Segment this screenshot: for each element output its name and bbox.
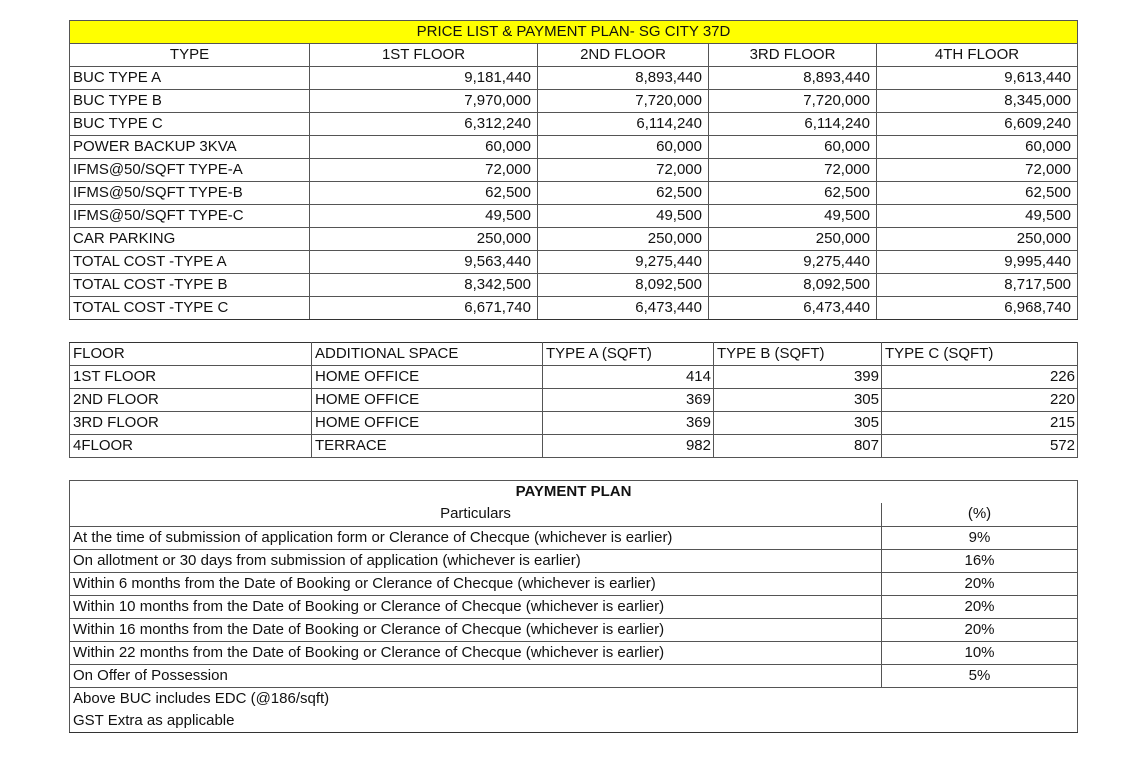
space-cell: 807 <box>714 435 882 458</box>
price-cell: 60,000 <box>310 136 538 159</box>
price-cell: 60,000 <box>877 136 1078 159</box>
price-cell: 8,893,440 <box>709 67 877 90</box>
price-cell: 72,000 <box>877 159 1078 182</box>
price-table-body <box>70 21 1078 320</box>
price-cell: 62,500 <box>709 182 877 205</box>
price-cell: 9,613,440 <box>877 67 1078 90</box>
price-cell: 250,000 <box>538 228 709 251</box>
payment-percent: 20% <box>882 618 1078 641</box>
payment-note: GST Extra as applicable <box>70 710 1078 733</box>
price-row <box>70 205 1078 228</box>
payment-plan-body <box>70 481 1078 733</box>
space-kind: TERRACE <box>312 435 543 458</box>
price-row <box>70 159 1078 182</box>
header-floor: FLOOR <box>70 343 312 366</box>
payment-particular: Within 22 months from the Date of Booking or Clerance of Checque (whichever is earlier) <box>70 641 882 664</box>
space-cell: 399 <box>714 366 882 389</box>
payment-particular: Within 16 months from the Date of Booking or Clerance of Checque (whichever is earlier) <box>70 618 882 641</box>
payment-percent: 10% <box>882 641 1078 664</box>
space-cell: 305 <box>714 412 882 435</box>
price-row-label: IFMS@50/SQFT TYPE-B <box>70 182 310 205</box>
price-cell: 7,720,000 <box>709 90 877 113</box>
space-cell: 226 <box>882 366 1078 389</box>
space-row <box>70 412 1078 435</box>
price-cell: 9,995,440 <box>877 251 1078 274</box>
price-cell: 6,609,240 <box>877 113 1078 136</box>
price-cell: 6,312,240 <box>310 113 538 136</box>
payment-particular: At the time of submission of application form or Clerance of Checque (whichever is earlier) <box>70 526 882 549</box>
price-cell: 72,000 <box>709 159 877 182</box>
header-type-a-sqft: TYPE A (SQFT) <box>543 343 714 366</box>
price-cell: 250,000 <box>709 228 877 251</box>
space-floor: 4FLOOR <box>70 435 312 458</box>
header-1st-floor: 1ST FLOOR <box>310 44 538 67</box>
payment-percent: 5% <box>882 664 1078 687</box>
space-row <box>70 366 1078 389</box>
payment-particular: On allotment or 30 days from submission of application (whichever is earlier) <box>70 549 882 572</box>
price-cell: 49,500 <box>310 205 538 228</box>
price-cell: 8,717,500 <box>877 274 1078 297</box>
price-cell: 6,114,240 <box>538 113 709 136</box>
payment-particular: Within 10 months from the Date of Booking or Clerance of Checque (whichever is earlier) <box>70 595 882 618</box>
space-kind: HOME OFFICE <box>312 366 543 389</box>
payment-row <box>70 618 1078 641</box>
space-table-body <box>70 343 1078 458</box>
header-3rd-floor: 3RD FLOOR <box>709 44 877 67</box>
payment-row <box>70 641 1078 664</box>
payment-plan-table <box>69 480 1078 733</box>
header-2nd-floor: 2ND FLOOR <box>538 44 709 67</box>
payment-percent: 16% <box>882 549 1078 572</box>
header-additional-space: ADDITIONAL SPACE <box>312 343 543 366</box>
payment-plan-header-row <box>70 503 1078 526</box>
price-row <box>70 182 1078 205</box>
price-cell: 60,000 <box>538 136 709 159</box>
price-cell: 250,000 <box>877 228 1078 251</box>
price-cell: 8,092,500 <box>709 274 877 297</box>
space-cell: 305 <box>714 389 882 412</box>
price-row <box>70 67 1078 90</box>
price-row-label: POWER BACKUP 3KVA <box>70 136 310 159</box>
price-cell: 62,500 <box>310 182 538 205</box>
payment-row <box>70 549 1078 572</box>
price-row <box>70 90 1078 113</box>
price-cell: 250,000 <box>310 228 538 251</box>
space-table-header-row <box>70 343 1078 366</box>
space-cell: 220 <box>882 389 1078 412</box>
price-row <box>70 297 1078 320</box>
space-kind: HOME OFFICE <box>312 412 543 435</box>
price-table-title-row <box>70 21 1078 44</box>
price-table-header-row <box>70 44 1078 67</box>
price-cell: 7,720,000 <box>538 90 709 113</box>
payment-percent: 20% <box>882 572 1078 595</box>
price-row <box>70 251 1078 274</box>
price-cell: 6,968,740 <box>877 297 1078 320</box>
price-cell: 8,893,440 <box>538 67 709 90</box>
payment-note-row <box>70 710 1078 733</box>
header-type-c-sqft: TYPE C (SQFT) <box>882 343 1078 366</box>
space-floor: 3RD FLOOR <box>70 412 312 435</box>
payment-row <box>70 595 1078 618</box>
price-cell: 9,275,440 <box>709 251 877 274</box>
payment-note: Above BUC includes EDC (@186/sqft) <box>70 687 1078 710</box>
space-row <box>70 389 1078 412</box>
price-cell: 8,345,000 <box>877 90 1078 113</box>
header-percent: (%) <box>882 503 1078 526</box>
payment-particular: Within 6 months from the Date of Booking or Clerance of Checque (whichever is earlier) <box>70 572 882 595</box>
price-row-label: TOTAL COST -TYPE B <box>70 274 310 297</box>
space-cell: 369 <box>543 389 714 412</box>
price-cell: 8,092,500 <box>538 274 709 297</box>
price-cell: 49,500 <box>538 205 709 228</box>
price-cell: 62,500 <box>538 182 709 205</box>
space-table <box>69 342 1078 458</box>
price-cell: 9,275,440 <box>538 251 709 274</box>
price-row <box>70 228 1078 251</box>
space-cell: 414 <box>543 366 714 389</box>
space-floor: 2ND FLOOR <box>70 389 312 412</box>
price-row <box>70 113 1078 136</box>
price-cell: 62,500 <box>877 182 1078 205</box>
space-cell: 982 <box>543 435 714 458</box>
price-row-label: CAR PARKING <box>70 228 310 251</box>
price-cell: 6,473,440 <box>538 297 709 320</box>
payment-row <box>70 664 1078 687</box>
payment-row <box>70 526 1078 549</box>
header-type: TYPE <box>70 44 310 67</box>
header-4th-floor: 4TH FLOOR <box>877 44 1078 67</box>
price-row <box>70 274 1078 297</box>
price-cell: 72,000 <box>310 159 538 182</box>
header-type-b-sqft: TYPE B (SQFT) <box>714 343 882 366</box>
price-row-label: IFMS@50/SQFT TYPE-A <box>70 159 310 182</box>
price-row-label: TOTAL COST -TYPE A <box>70 251 310 274</box>
payment-plan-title: PAYMENT PLAN <box>70 481 1078 504</box>
price-table-title: PRICE LIST & PAYMENT PLAN- SG CITY 37D <box>70 21 1078 44</box>
price-cell: 9,563,440 <box>310 251 538 274</box>
payment-row <box>70 572 1078 595</box>
space-kind: HOME OFFICE <box>312 389 543 412</box>
price-row <box>70 136 1078 159</box>
price-row-label: TOTAL COST -TYPE C <box>70 297 310 320</box>
payment-note-row <box>70 687 1078 710</box>
price-cell: 60,000 <box>709 136 877 159</box>
price-cell: 8,342,500 <box>310 274 538 297</box>
price-cell: 7,970,000 <box>310 90 538 113</box>
header-particulars: Particulars <box>70 503 882 526</box>
price-cell: 72,000 <box>538 159 709 182</box>
price-row-label: IFMS@50/SQFT TYPE-C <box>70 205 310 228</box>
space-floor: 1ST FLOOR <box>70 366 312 389</box>
space-cell: 572 <box>882 435 1078 458</box>
price-row-label: BUC TYPE A <box>70 67 310 90</box>
price-row-label: BUC TYPE C <box>70 113 310 136</box>
price-cell: 9,181,440 <box>310 67 538 90</box>
space-row <box>70 435 1078 458</box>
payment-particular: On Offer of Possession <box>70 664 882 687</box>
price-cell: 6,671,740 <box>310 297 538 320</box>
price-cell: 6,114,240 <box>709 113 877 136</box>
price-row-label: BUC TYPE B <box>70 90 310 113</box>
price-table <box>69 20 1078 320</box>
space-cell: 369 <box>543 412 714 435</box>
space-cell: 215 <box>882 412 1078 435</box>
price-cell: 49,500 <box>709 205 877 228</box>
payment-percent: 20% <box>882 595 1078 618</box>
price-cell: 49,500 <box>877 205 1078 228</box>
price-cell: 6,473,440 <box>709 297 877 320</box>
payment-percent: 9% <box>882 526 1078 549</box>
payment-plan-title-row <box>70 481 1078 504</box>
